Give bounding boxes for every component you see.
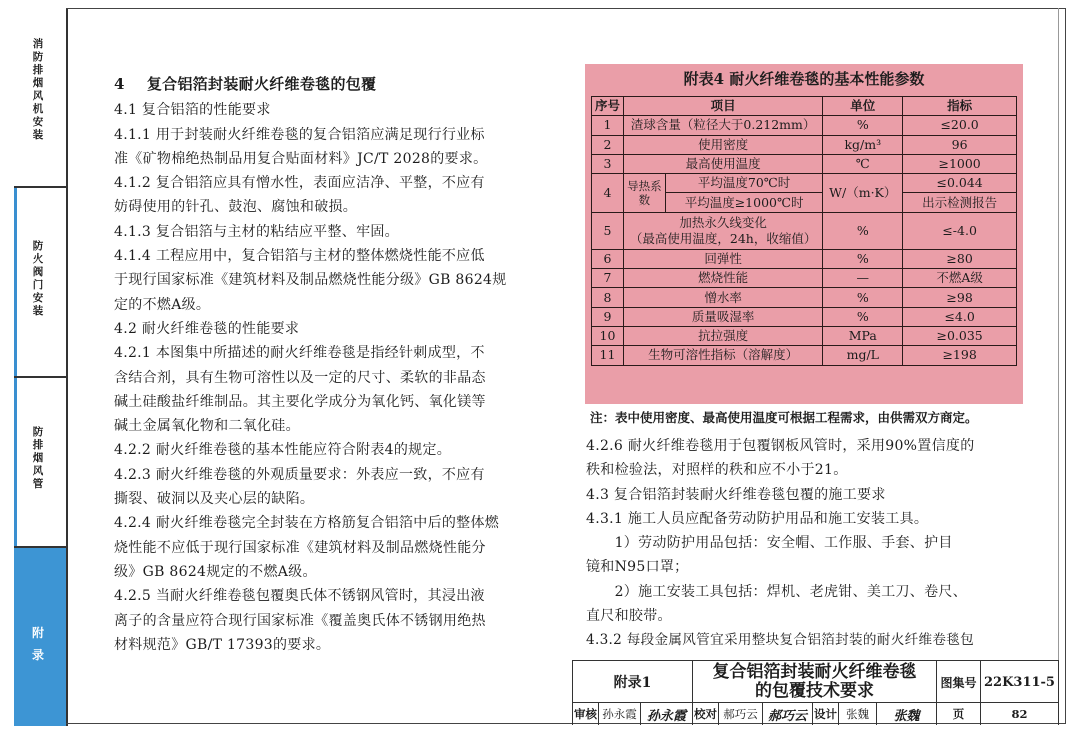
table-row (592, 326, 1017, 345)
header-cell: 序号 (592, 97, 624, 116)
cell-sub-item: 平均温度≥1000℃时 (665, 193, 823, 212)
sidebar-item-appendix[interactable] (14, 546, 68, 726)
paragraph-line: 4.3.2 每段金属风管宜采用整块复合铝箔封装的耐火纤维卷毯包 (586, 632, 975, 649)
cell-value: ≥80 (903, 249, 1017, 268)
left-text-column (114, 72, 556, 657)
cell-unit: % (823, 212, 903, 249)
table-row (592, 249, 1017, 268)
cell-no: 4 (592, 174, 624, 213)
paragraph-line: 4.1 复合铝箔的性能要求 (114, 102, 271, 119)
paragraph-line: 2）施工安装工具包括：焊机、老虎钳、美工刀、卷尺、 (586, 583, 968, 600)
cell-unit: % (823, 307, 903, 326)
cell-value: ≤-4.0 (903, 212, 1017, 249)
cell-sub-item: 平均温度70℃时 (665, 174, 823, 193)
cell-no: 6 (592, 249, 624, 268)
paragraph-line: 4.3 复合铝箔封装耐火纤维卷毯包覆的施工要求 (586, 486, 886, 503)
cell-item: 使用密度 (623, 135, 822, 154)
review-label: 审核 (573, 703, 599, 725)
header-cell: 项目 (623, 97, 822, 116)
cell-no: 7 (592, 269, 624, 288)
cell-item: 最高使用温度 (623, 154, 822, 173)
cell-item: 抗拉强度 (623, 326, 822, 345)
paragraph-line: 4.2.4 耐火纤维卷毯完全封装在方格筋复合铝箔中后的整体燃 (114, 515, 500, 532)
designer-signature: 张魏 (877, 703, 937, 725)
table-row (592, 307, 1017, 326)
cell-no: 1 (592, 116, 624, 135)
table-row (592, 288, 1017, 307)
check-label: 校对 (693, 703, 719, 725)
performance-table (591, 96, 1017, 366)
paragraph-line: 镜和N95口罩； (586, 559, 689, 576)
cell-unit: % (823, 249, 903, 268)
paragraph-line: 级》GB 8624规定的不燃A级。 (114, 563, 317, 580)
paragraph-line: 含结合剂，具有生物可溶性以及一定的尺寸、柔软的非晶态 (114, 369, 486, 386)
table-row (592, 346, 1017, 365)
cell-value: ≤4.0 (903, 307, 1017, 326)
paragraph-line: 烧性能不应低于现行国家标准《建筑材料及制品燃烧性能分 (114, 539, 486, 556)
cell-value: ≥98 (903, 288, 1017, 307)
paragraph-line: 4.2.6 耐火纤维卷毯用于包覆钢板风管时，采用90%置信度的 (586, 438, 975, 454)
cell-item: 生物可溶性指标（溶解度） (623, 346, 822, 365)
sidebar (14, 8, 66, 724)
paragraph-line: 4.3.1 施工人员应配备劳动防护用品和施工安装工具。 (586, 510, 929, 527)
paragraph-line: 妨碍使用的针孔、鼓泡、腐蚀和破损。 (114, 199, 358, 216)
header-cell: 指标 (903, 97, 1017, 116)
table-header-row (592, 97, 1017, 116)
cell-unit: — (823, 269, 903, 288)
highlighted-table-region (585, 64, 1023, 404)
paragraph-line: 4.2.1 本图集中所描述的耐火纤维卷毯是指经针刺成型，不 (114, 345, 485, 362)
cell-item: 质量吸湿率 (623, 307, 822, 326)
paragraph-line: 碱土金属氧化物和二氧化硅。 (114, 418, 300, 435)
table-row (592, 154, 1017, 173)
reviewer-signature: 孙永霞 (641, 703, 693, 725)
design-label: 设计 (813, 703, 839, 725)
cell-item: 加热永久线变化 （最高使用温度，24h，收缩值） (623, 212, 822, 249)
sidebar-item-smoke-duct[interactable] (14, 376, 68, 548)
paragraph-line: 4.2 耐火纤维卷毯的性能要求 (114, 320, 300, 337)
sidebar-item-label: 防火阀门安装 (32, 240, 44, 317)
paragraph-line: 离子的含量应符合现行国家标准《覆盖奥氏体不锈钢用绝热 (114, 612, 486, 629)
page-label: 页 (937, 703, 981, 725)
sidebar-item-label: 防排烟风管 (32, 426, 44, 490)
title-block-signature-row (572, 702, 1059, 725)
cell-unit: kg/m³ (823, 135, 903, 154)
table-row (592, 116, 1017, 135)
checker-name: 郝巧云 (719, 703, 763, 725)
cell-unit: W/（m·K） (823, 174, 903, 213)
cell-unit: ℃ (823, 154, 903, 173)
designer-name: 张魏 (839, 703, 877, 725)
paragraph-line: 4.2.5 当耐火纤维卷毯包覆奥氏体不锈钢风管时，其浸出液 (114, 588, 485, 605)
page-number: 82 (981, 703, 1059, 725)
paragraph-line: 于现行国家标准《建筑材料及制品燃烧性能分级》GB 8624规 (114, 272, 507, 289)
cell-value: ≥1000 (903, 154, 1017, 173)
title-block (572, 660, 1058, 724)
cell-group: 导热系数 (623, 174, 665, 213)
right-text-column (586, 434, 1030, 653)
cell-unit: mg/L (823, 346, 903, 365)
paragraph-line: 直尺和胶带。 (586, 608, 672, 625)
paragraph-line: 秩和检验法，对照样的秩和应不小于21。 (586, 462, 848, 479)
cell-unit: % (823, 116, 903, 135)
title-block-main-row (572, 660, 1059, 703)
cell-value: 不燃A级 (903, 269, 1017, 288)
paragraph-line: 4.2.3 耐火纤维卷毯的外观质量要求：外表应一致，不应有 (114, 466, 485, 483)
table-row (592, 174, 1017, 193)
cell-no: 2 (592, 135, 624, 154)
paragraph-line: 4.1.2 复合铝箔应具有憎水性，表面应洁净、平整，不应有 (114, 175, 485, 192)
cell-no: 11 (592, 346, 624, 365)
paragraph-line: 准《矿物棉绝热制品用复合贴面材料》JC/T 2028的要求。 (114, 150, 488, 167)
cell-value: ≥0.035 (903, 326, 1017, 345)
cell-value: 出示检测报告 (903, 193, 1017, 212)
cell-no: 8 (592, 288, 624, 307)
paragraph-line: 4.1.4 工程应用中，复合铝箔与主材的整体燃烧性能不应低 (114, 248, 485, 265)
cell-unit: % (823, 288, 903, 307)
cell-no: 9 (592, 307, 624, 326)
atlas-number: 22K311-5 (981, 661, 1059, 703)
cell-item: 憎水率 (623, 288, 822, 307)
paragraph-line: 4.1.1 用于封装耐火纤维卷毯的复合铝箔应满足现行行业标 (114, 126, 485, 143)
paragraph-line: 4.1.3 复合铝箔与主材的粘结应平整、牢固。 (114, 223, 399, 240)
table-caption: 附表4 耐火纤维卷毯的基本性能参数 (683, 70, 925, 88)
table-note: 注：表中使用密度、最高使用温度可根据工程需求，由供需双方商定。 (590, 410, 978, 425)
atlas-number-label: 图集号 (937, 661, 981, 703)
appendix-label: 附录1 (573, 661, 693, 703)
cell-no: 3 (592, 154, 624, 173)
reviewer-name: 孙永霞 (599, 703, 641, 725)
sheet-title: 复合铝箔封装耐火纤维卷毯 的包覆技术要求 (693, 661, 937, 703)
table-row (592, 135, 1017, 154)
sidebar-item-label: 附录 (31, 626, 44, 662)
paragraph-line: 碱土硅酸盐纤维制品。其主要化学成分为氧化钙、氧化镁等 (114, 393, 486, 410)
header-cell: 单位 (823, 97, 903, 116)
cell-unit: MPa (823, 326, 903, 345)
sidebar-item-damper-install[interactable] (14, 186, 68, 378)
cell-no: 5 (592, 212, 624, 249)
cell-no: 10 (592, 326, 624, 345)
paragraph-line: 材料规范》GB/T 17393的要求。 (114, 636, 331, 653)
paragraph-line: 撕裂、破洞以及夹心层的缺陷。 (114, 491, 315, 508)
paragraph-line: 4.2.2 耐火纤维卷毯的基本性能应符合附表4的规定。 (114, 442, 452, 459)
section-heading: 4 复合铝箔封装耐火纤维卷毯的包覆 (114, 75, 377, 93)
paragraph-line: 1）劳动防护用品包括：安全帽、工作服、手套、护目 (586, 535, 953, 552)
cell-value: ≤20.0 (903, 116, 1017, 135)
paragraph-line: 定的不燃A级。 (114, 296, 211, 313)
cell-item: 燃烧性能 (623, 269, 822, 288)
cell-value: ≥198 (903, 346, 1017, 365)
sidebar-item-label: 消防排烟风机安装 (32, 38, 44, 141)
sidebar-item-fan-install[interactable] (14, 8, 68, 186)
cell-value: 96 (903, 135, 1017, 154)
cell-item: 渣球含量（粒径大于0.212mm） (623, 116, 822, 135)
cell-value: ≤0.044 (903, 174, 1017, 193)
binding-edge (1058, 8, 1069, 724)
table-row (592, 212, 1017, 249)
checker-signature: 郝巧云 (763, 703, 813, 725)
cell-item: 回弹性 (623, 249, 822, 268)
table-row (592, 269, 1017, 288)
